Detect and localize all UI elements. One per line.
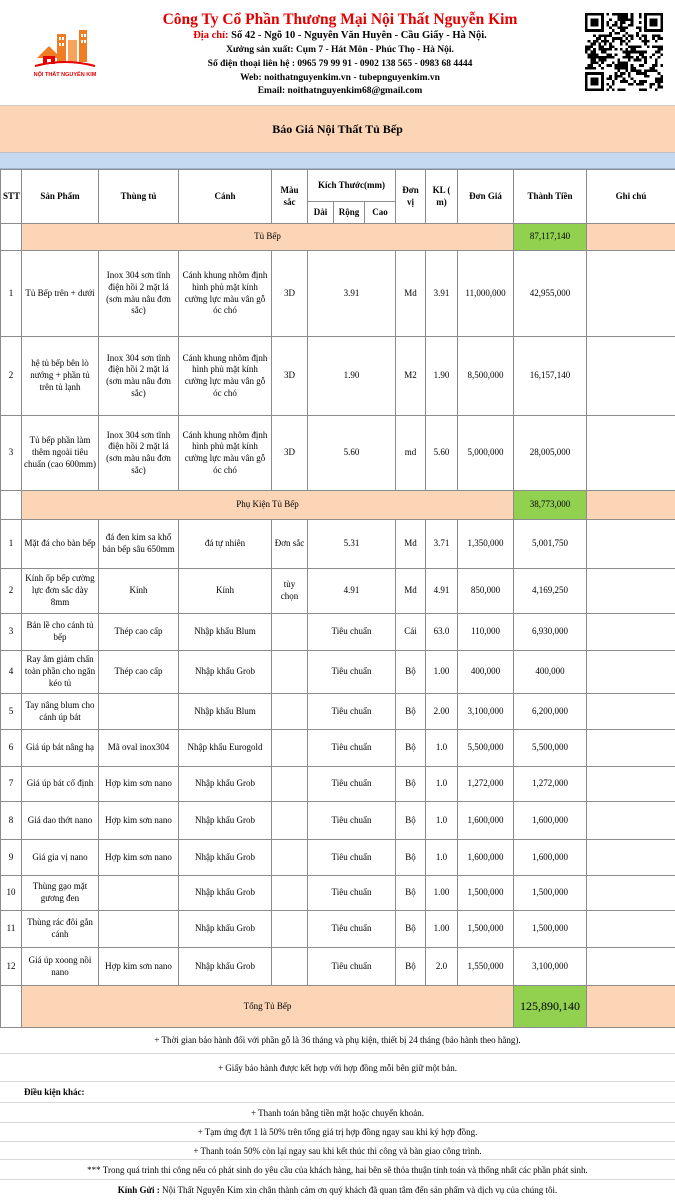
- cell-product: Bản lề cho cánh tủ bếp: [22, 614, 99, 651]
- cell-kl: 1.90: [426, 337, 458, 416]
- cell-kl: 1.00: [426, 911, 458, 948]
- cell-note: [587, 251, 675, 337]
- cell-amount: 400,000: [514, 651, 587, 694]
- cell-size: 4.91: [308, 569, 396, 614]
- email-line: Email: noithatnguyenkim68@gmail.com: [257, 86, 423, 96]
- cell-product: Giá dao thớt nano: [22, 802, 99, 840]
- cell-unit: M2: [396, 337, 426, 416]
- cell-kl: 1.00: [426, 651, 458, 694]
- cell-size: Tiêu chuẩn: [308, 767, 396, 802]
- cell-unit: Md: [396, 520, 426, 569]
- cell-price: 1,550,000: [458, 948, 514, 986]
- cell-price: 3,100,000: [458, 694, 514, 730]
- cell-door: Nhập khẩu Grob: [179, 651, 272, 694]
- cell-size: Tiêu chuẩn: [308, 840, 396, 876]
- cell-size: 5.60: [308, 416, 396, 491]
- section-name: Tủ Bếp: [22, 224, 514, 251]
- cell-door: Nhập khẩu Blum: [179, 694, 272, 730]
- col-dai: Dài: [308, 202, 334, 224]
- cell-amount: 4,169,250: [514, 569, 587, 614]
- cell-door: Cánh khung nhôm định hình phủ mặt kính cường lực màu vân gỗ óc chó: [179, 251, 272, 337]
- cell-note: [587, 651, 675, 694]
- cell-body: Thép cao cấp: [99, 651, 179, 694]
- cell-body: Inox 304 sơn tĩnh điện hồi 2 mặt lá (sơn màu nâu đơn sắc): [99, 416, 179, 491]
- phone-line: Số điện thoại liên hệ : 0965 79 99 91 - 0902 138 565 - 0983 68 4444: [207, 59, 473, 69]
- cell-kl: 1.0: [426, 802, 458, 840]
- col-color: Màu sắc: [272, 170, 308, 224]
- cell-unit: Bộ: [396, 911, 426, 948]
- cell-body: Kính: [99, 569, 179, 614]
- table-row: [1, 802, 675, 840]
- cell-price: 5,500,000: [458, 730, 514, 767]
- col-kl: KL ( m): [426, 170, 458, 224]
- cell-unit: Bộ: [396, 767, 426, 802]
- cell-size: Tiêu chuẩn: [308, 802, 396, 840]
- table-row: [1, 337, 675, 416]
- cell-stt: 12: [1, 948, 22, 986]
- cell-product: Giá gia vị nano: [22, 840, 99, 876]
- cell-unit: Bộ: [396, 730, 426, 767]
- cell-color: Đơn sắc: [272, 520, 308, 569]
- cell-price: 1,500,000: [458, 876, 514, 911]
- cell-door: Nhập khẩu Eurogold: [179, 730, 272, 767]
- quote-table: [0, 169, 675, 1028]
- cell-unit: Cái: [396, 614, 426, 651]
- cell-note: [587, 911, 675, 948]
- cell-color: tùy chọn: [272, 569, 308, 614]
- cell-amount: 1,500,000: [514, 876, 587, 911]
- conditions-row: [0, 1082, 675, 1103]
- cell-color: [272, 694, 308, 730]
- cell-color: [272, 876, 308, 911]
- col-dims: Kích Thước(mm): [308, 170, 396, 202]
- cell-stt: 8: [1, 802, 22, 840]
- grand-total-label: Tổng Tủ Bếp: [22, 986, 514, 1028]
- cell-size: Tiêu chuẩn: [308, 948, 396, 986]
- cell-note: [587, 694, 675, 730]
- cell-kl: 2.0: [426, 948, 458, 986]
- col-door: Cánh: [179, 170, 272, 224]
- cell-kl: 2.00: [426, 694, 458, 730]
- cell-note: [587, 948, 675, 986]
- cell-price: 1,600,000: [458, 840, 514, 876]
- divider-band: [0, 153, 675, 169]
- cell-note: [587, 802, 675, 840]
- cell-size: Tiêu chuẩn: [308, 651, 396, 694]
- cell-color: [272, 651, 308, 694]
- cell-amount: 16,157,140: [514, 337, 587, 416]
- col-price: Đơn Giá: [458, 170, 514, 224]
- cell-unit: Bộ: [396, 948, 426, 986]
- cell-kl: 1.0: [426, 730, 458, 767]
- cell-door: Nhập khẩu Grob: [179, 840, 272, 876]
- cell-color: [272, 911, 308, 948]
- cell-body: Hợp kim sơn nano: [99, 840, 179, 876]
- cell-stt: 6: [1, 730, 22, 767]
- table-row: [1, 730, 675, 767]
- logo-text: NỘI THẤT NGUYỄN KIM: [33, 72, 97, 78]
- cell-color: [272, 840, 308, 876]
- company-name: Công Ty Cổ Phần Thương Mại Nội Thất Nguyễn Kim: [162, 11, 518, 28]
- cell-price: 8,500,000: [458, 337, 514, 416]
- cell-product: Giá úp bát cố định: [22, 767, 99, 802]
- cell-body: Inox 304 sơn tĩnh điện hồi 2 mặt lá (sơn màu nâu đơn sắc): [99, 337, 179, 416]
- cell-product: Giá úp xoong nồi nano: [22, 948, 99, 986]
- cell-kl: 3.91: [426, 251, 458, 337]
- cell-kl: 1.0: [426, 840, 458, 876]
- payment-final: + Thanh toán 50% còn lại ngay sau khi kết thúc thi công và bàn giao công trình.: [0, 1142, 675, 1160]
- cell-note: [587, 876, 675, 911]
- cell-door: Nhập khẩu Grob: [179, 948, 272, 986]
- cell-size: Tiêu chuẩn: [308, 614, 396, 651]
- cell-kl: 1.0: [426, 767, 458, 802]
- cell-stt: 2: [1, 569, 22, 614]
- cell-note: [587, 520, 675, 569]
- address-label: Địa chỉ:: [193, 30, 229, 41]
- cell-size: 5.31: [308, 520, 396, 569]
- cell-door: Kính: [179, 569, 272, 614]
- cell-unit: Md: [396, 569, 426, 614]
- cell-color: [272, 802, 308, 840]
- cell-unit: Bộ: [396, 876, 426, 911]
- certificate-note: + Giấy bảo hành được kết hợp với hợp đồng mỗi bên giữ một bản.: [0, 1054, 675, 1082]
- cell-door: Nhập khẩu Grob: [179, 876, 272, 911]
- cell-door: Nhập khẩu Grob: [179, 911, 272, 948]
- cell-unit: Bộ: [396, 802, 426, 840]
- cell-stt: 9: [1, 840, 22, 876]
- cell-color: 3D: [272, 337, 308, 416]
- cell-body: Hợp kim sơn nano: [99, 948, 179, 986]
- cell-stt: 3: [1, 614, 22, 651]
- cell-product: Kính ốp bếp cường lực đơn sắc dày 8mm: [22, 569, 99, 614]
- cell-note: [587, 767, 675, 802]
- cell-body: [99, 876, 179, 911]
- cell-price: 1,600,000: [458, 802, 514, 840]
- cell-stt: 1: [1, 251, 22, 337]
- cell-color: 3D: [272, 416, 308, 491]
- cell-unit: Bộ: [396, 840, 426, 876]
- cell-color: [272, 614, 308, 651]
- cell-note: [587, 416, 675, 491]
- cell-price: 1,500,000: [458, 911, 514, 948]
- cell-body: Inox 304 sơn tĩnh điện hồi 2 mặt lá (sơn màu nâu đơn sắc): [99, 251, 179, 337]
- greeting-label: Kính Gửi :: [117, 1185, 160, 1195]
- col-note: Ghi chú: [587, 170, 675, 224]
- quote-title: Báo Giá Nội Thất Tủ Bếp: [0, 106, 675, 153]
- col-cao: Cao: [365, 202, 396, 224]
- cell-price: 1,350,000: [458, 520, 514, 569]
- cell-body: [99, 694, 179, 730]
- table-row: [1, 840, 675, 876]
- cell-door: Nhập khẩu Grob: [179, 767, 272, 802]
- cell-stt: 11: [1, 911, 22, 948]
- section-total: 87,117,140: [514, 224, 587, 251]
- company-address: [100, 30, 580, 41]
- cell-size: 1.90: [308, 337, 396, 416]
- cell-price: 1,272,000: [458, 767, 514, 802]
- website-line: Web: noithatnguyenkim.vn - tubepnguyenkim.vn: [240, 73, 440, 83]
- greeting: [0, 1180, 675, 1200]
- cell-color: [272, 948, 308, 986]
- cell-price: 11,000,000: [458, 251, 514, 337]
- cell-body: Mã oval inox304: [99, 730, 179, 767]
- greeting-text: Nội Thất Nguyễn Kim xin chân thành cảm ơn quý khách đã quan tâm đến sản phẩm và dịch vụ của chúng tôi.: [161, 1185, 558, 1195]
- table-row: [1, 911, 675, 948]
- cell-kl: 3.71: [426, 520, 458, 569]
- cell-product: Thùng rác đôi gắn cánh: [22, 911, 99, 948]
- letterhead: [0, 0, 675, 106]
- cell-kl: 4.91: [426, 569, 458, 614]
- cell-amount: 1,272,000: [514, 767, 587, 802]
- factory-address: Xưởng sản xuất: Cụm 7 - Hát Môn - Phúc Thọ - Hà Nội.: [226, 45, 454, 55]
- cell-unit: md: [396, 416, 426, 491]
- table-row: [1, 251, 675, 337]
- cell-stt: 1: [1, 520, 22, 569]
- cell-product: hệ tủ bếp bên lò nướng + phần tủ trên tủ lạnh: [22, 337, 99, 416]
- table-row: [1, 569, 675, 614]
- col-product: Sản Phẩm: [22, 170, 99, 224]
- cell-note: [587, 569, 675, 614]
- table-row: [1, 948, 675, 986]
- address-text: Số 42 - Ngõ 10 - Nguyên Văn Huyên - Cầu Giấy - Hà Nội.: [231, 30, 487, 41]
- cell-note: [587, 614, 675, 651]
- grand-total-value: 125,890,140: [514, 986, 587, 1028]
- cell-size: Tiêu chuẩn: [308, 694, 396, 730]
- cell-stt: 5: [1, 694, 22, 730]
- col-unit: Đơn vị: [396, 170, 426, 224]
- cell-note: [587, 730, 675, 767]
- cell-product: Tủ Bếp trên + dưới: [22, 251, 99, 337]
- cell-kl: 1.00: [426, 876, 458, 911]
- table-row: [1, 651, 675, 694]
- payment-method: + Thanh toán bằng tiền mặt hoặc chuyển khoản.: [0, 1103, 675, 1123]
- cell-door: đá tự nhiên: [179, 520, 272, 569]
- cell-price: 400,000: [458, 651, 514, 694]
- section-total: 38,773,000: [514, 491, 587, 520]
- cell-product: Mặt đá cho bàn bếp: [22, 520, 99, 569]
- cell-stt: 7: [1, 767, 22, 802]
- cell-door: Cánh khung nhôm định hình phủ mặt kính cường lực màu vân gỗ óc chó: [179, 337, 272, 416]
- cell-stt: 3: [1, 416, 22, 491]
- cell-size: Tiêu chuẩn: [308, 911, 396, 948]
- cell-unit: Bộ: [396, 651, 426, 694]
- cell-product: Giá úp bát nâng hạ: [22, 730, 99, 767]
- extra-cost-note: *** Trong quá trình thi công nếu có phát sinh do yêu cầu của khách hàng, hai bên sẽ thỏa thuận tính toán và thống nhất các phần phát sinh.: [0, 1160, 675, 1180]
- qr-code-icon: [585, 13, 663, 91]
- cell-note: [587, 840, 675, 876]
- col-rong: Rộng: [334, 202, 365, 224]
- table-row: [1, 767, 675, 802]
- cell-amount: 6,200,000: [514, 694, 587, 730]
- cell-size: 3.91: [308, 251, 396, 337]
- warranty-note: + Thời gian bảo hành đối với phần gỗ là 36 tháng và phụ kiện, thiết bị 24 tháng (bảo hành theo hãng).: [0, 1027, 675, 1054]
- cell-amount: 1,600,000: [514, 802, 587, 840]
- cell-price: 850,000: [458, 569, 514, 614]
- section-name: Phụ Kiện Tủ Bếp: [22, 491, 514, 520]
- cell-product: Tay nâng blum cho cánh úp bát: [22, 694, 99, 730]
- cell-price: 110,000: [458, 614, 514, 651]
- col-body: Thùng tủ: [99, 170, 179, 224]
- cell-stt: 4: [1, 651, 22, 694]
- cell-amount: 1,600,000: [514, 840, 587, 876]
- cell-size: Tiêu chuẩn: [308, 730, 396, 767]
- cell-size: Tiêu chuẩn: [308, 876, 396, 911]
- cell-body: Hợp kim sơn nano: [99, 802, 179, 840]
- cell-product: Thùng gạo mặt gương đen: [22, 876, 99, 911]
- col-amount: Thành Tiền: [514, 170, 587, 224]
- cell-amount: 3,100,000: [514, 948, 587, 986]
- cell-amount: 5,001,750: [514, 520, 587, 569]
- section-row: [1, 224, 675, 251]
- company-logo: [31, 28, 99, 80]
- cell-stt: 10: [1, 876, 22, 911]
- payment-advance: + Tạm ứng đợt 1 là 50% trên tổng giá trị hợp đồng ngay sau khi ký hợp đồng.: [0, 1123, 675, 1142]
- cell-amount: 5,500,000: [514, 730, 587, 767]
- cell-kl: 5.60: [426, 416, 458, 491]
- cell-stt: 2: [1, 337, 22, 416]
- cell-product: Ray âm giảm chấn toàn phần cho ngăn kéo tủ: [22, 651, 99, 694]
- cell-door: Nhập khẩu Grob: [179, 802, 272, 840]
- table-row: [1, 614, 675, 651]
- cell-kl: 63.0: [426, 614, 458, 651]
- grand-total-row: [1, 986, 675, 1028]
- cell-amount: 42,955,000: [514, 251, 587, 337]
- table-row: [1, 416, 675, 491]
- cell-price: 5,000,000: [458, 416, 514, 491]
- cell-body: Thép cao cấp: [99, 614, 179, 651]
- table-row: [1, 876, 675, 911]
- cell-unit: Bộ: [396, 694, 426, 730]
- cell-amount: 6,930,000: [514, 614, 587, 651]
- cell-amount: 28,005,000: [514, 416, 587, 491]
- cell-body: [99, 911, 179, 948]
- table-row: [1, 520, 675, 569]
- conditions-label: Điều kiện khác:: [24, 1087, 85, 1097]
- cell-color: [272, 767, 308, 802]
- cell-product: Tủ bếp phần làm thêm ngoài tiêu chuẩn (cao 600mm): [22, 416, 99, 491]
- cell-body: đá đen kim sa khổ bản bếp sâu 650mm: [99, 520, 179, 569]
- table-row: [1, 694, 675, 730]
- col-stt: STT: [1, 170, 22, 224]
- cell-door: Nhập khẩu Blum: [179, 614, 272, 651]
- cell-body: Hợp kim sơn nano: [99, 767, 179, 802]
- cell-color: [272, 730, 308, 767]
- section-row: [1, 491, 675, 520]
- cell-color: 3D: [272, 251, 308, 337]
- cell-unit: Md: [396, 251, 426, 337]
- cell-amount: 1,500,000: [514, 911, 587, 948]
- cell-door: Cánh khung nhôm định hình phủ mặt kính cường lực màu vân gỗ óc chó: [179, 416, 272, 491]
- cell-note: [587, 337, 675, 416]
